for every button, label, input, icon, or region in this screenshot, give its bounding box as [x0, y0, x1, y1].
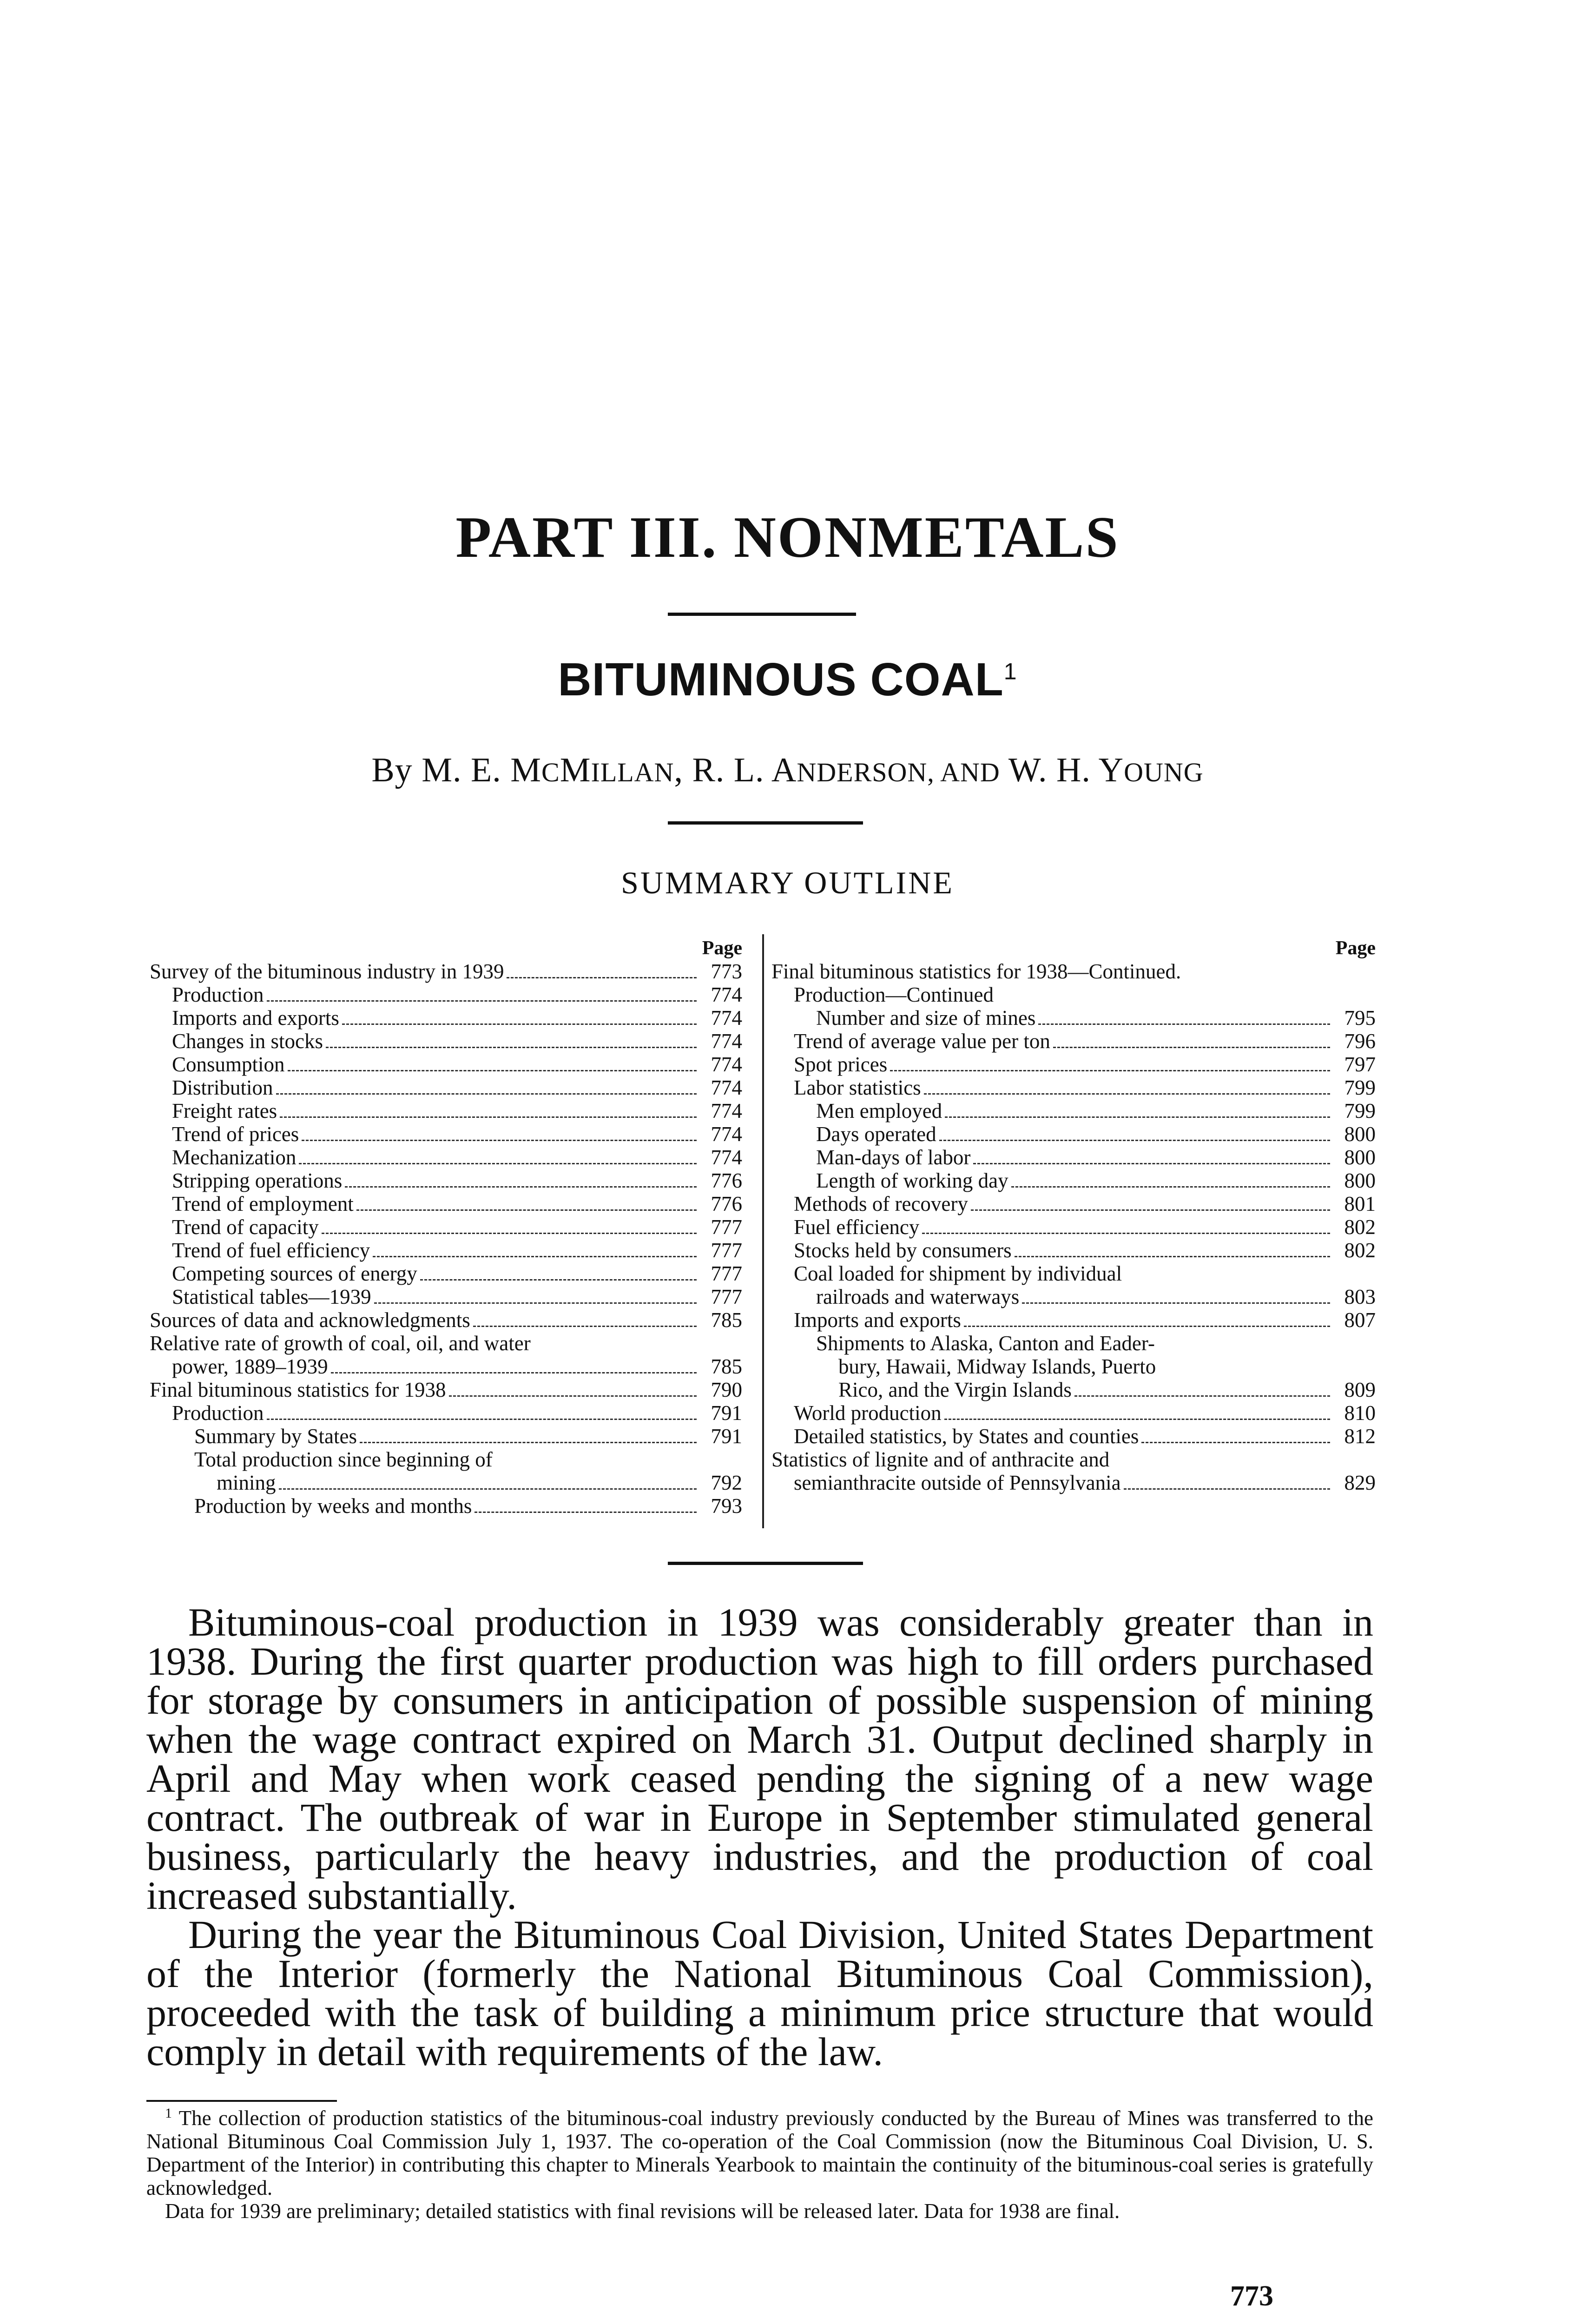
toc-leader-dots [973, 1163, 1330, 1164]
toc-entry-left [150, 1192, 742, 1215]
toc-entry-label: Trend of employment [172, 1192, 354, 1215]
toc-entry-right [771, 1006, 1376, 1030]
toc-entry-label: Imports and exports [172, 1006, 339, 1030]
toc-leader-dots [474, 1512, 697, 1513]
toc-entry-page: 829 [1344, 1471, 1376, 1494]
toc-leader-dots [924, 1093, 1330, 1095]
toc-entry-label: Rico, and the Virgin Islands [838, 1378, 1072, 1401]
toc-entry-label: power, 1889–1939 [172, 1355, 328, 1378]
toc-entry-label: Production—Continued [794, 983, 994, 1006]
toc-entry-label: Length of working day [816, 1169, 1008, 1192]
toc-right-column [771, 937, 1376, 1494]
toc-entry-right [771, 960, 1376, 983]
footnote-2: Data for 1939 are preliminary; detailed statistics with final revisions will be released later. Data for 1938 are final. [165, 2199, 1120, 2223]
toc-entry-right [771, 1053, 1376, 1076]
toc-entry-right [771, 1448, 1376, 1471]
toc-leader-dots [302, 1140, 697, 1141]
toc-entry-right [771, 1215, 1376, 1239]
toc-leader-dots [288, 1070, 697, 1071]
toc-entry-page: 801 [1344, 1192, 1376, 1215]
toc-entry-page: 777 [711, 1215, 742, 1239]
toc-entry-page: 774 [711, 1053, 742, 1076]
toc-leader-dots [890, 1070, 1330, 1071]
body-paragraph-1: Bituminous-coal production in 1939 was considerably greater than in 1938. During the first quarter production was high to fill orders purchased for storage by consumers in anticipation of possible suspension of mining when the wage contract expired on March 31. Output declined sharply in April and May when work ceased pending the signing of a new wage contract. The outbreak of war in Europe in September stimulated general business, particularly the heavy industries, and the production of coal increased substantially. [146, 1600, 1373, 1918]
title-rule-1 [668, 613, 856, 616]
toc-leader-dots [279, 1488, 697, 1490]
toc-leader-dots [331, 1372, 697, 1373]
toc-entry-page: 800 [1344, 1169, 1376, 1192]
toc-entry-right [771, 1401, 1376, 1425]
toc-leader-dots [944, 1419, 1330, 1420]
toc-entry-label: Man-days of labor [816, 1146, 971, 1169]
toc-entry-left [150, 1262, 742, 1285]
toc-entry-right [771, 1285, 1376, 1308]
chapter-title [0, 653, 1575, 706]
toc-entry-page: 776 [711, 1169, 742, 1192]
toc-entry-left [150, 1122, 742, 1146]
toc-entry-page: 799 [1344, 1076, 1376, 1099]
toc-entry-label: Sources of data and acknowledgments [150, 1308, 470, 1332]
author-1-cap: M [560, 751, 591, 789]
toc-entry-left [150, 1308, 742, 1332]
toc-entry-right [771, 1146, 1376, 1169]
toc-entry-label: Competing sources of energy [172, 1262, 417, 1285]
toc-entry-page: 776 [711, 1192, 742, 1215]
toc-leader-dots [473, 1326, 697, 1327]
toc-entry-page: 790 [711, 1378, 742, 1401]
part-title: PART III. NONMETALS [455, 505, 1120, 570]
toc-leader-dots [1053, 1047, 1330, 1048]
toc-leader-dots [373, 1256, 697, 1257]
toc-leader-dots [356, 1209, 697, 1211]
page-number: 773 [1230, 2280, 1273, 2312]
toc-entry-label: Production [172, 983, 264, 1006]
toc-entry-label: Total production since beginning of [194, 1448, 493, 1471]
toc-entry-label: Final bituminous statistics for 1938—Continued. [771, 960, 1181, 983]
toc-leader-dots [1124, 1488, 1330, 1490]
toc-entry-label: Spot prices [794, 1053, 888, 1076]
toc-entry-page: 797 [1344, 1053, 1376, 1076]
toc-leader-dots [922, 1233, 1330, 1234]
toc-entry-page: 800 [1344, 1122, 1376, 1146]
author-3-part: W. H. Y [1000, 751, 1124, 789]
toc-leader-dots [939, 1140, 1330, 1141]
toc-entry-page: 810 [1344, 1401, 1376, 1425]
author-1-sc: C [541, 757, 560, 787]
toc-entry-right [771, 1122, 1376, 1146]
toc-entry-right [771, 1030, 1376, 1053]
toc-entry-right [771, 1239, 1376, 1262]
toc-entry-label: Statistical tables—1939 [172, 1285, 371, 1308]
toc-entry-right [771, 1378, 1376, 1401]
toc-entry-left [150, 1285, 742, 1308]
toc-entry-label: Men employed [816, 1099, 942, 1122]
toc-entry-label: Shipments to Alaska, Canton and Eader- [816, 1332, 1155, 1355]
toc-entry-label: Detailed statistics, by States and counties [794, 1425, 1139, 1448]
title-rule-2 [668, 821, 863, 825]
toc-leader-dots [345, 1186, 697, 1188]
toc-entry-label: Production [172, 1401, 264, 1425]
toc-page-header-left: Page [702, 938, 742, 959]
toc-leader-dots [971, 1209, 1330, 1211]
toc-entry-label: Methods of recovery [794, 1192, 968, 1215]
toc-leader-dots [1022, 1302, 1330, 1304]
toc-entry-left [150, 1378, 742, 1401]
toc-entry-left [150, 1355, 742, 1378]
toc-page-header-right: Page [1335, 938, 1376, 959]
toc-entry-label: World production [794, 1401, 942, 1425]
toc-entry-label: Labor statistics [794, 1076, 921, 1099]
author-3-sc: OUNG [1124, 757, 1204, 787]
toc-leader-dots [945, 1116, 1330, 1118]
toc-leader-dots [374, 1302, 697, 1304]
toc-entry-page: 791 [711, 1425, 742, 1448]
toc-leader-dots [507, 977, 697, 978]
toc-entry-right [771, 1355, 1376, 1378]
author-1-part: M. E. M [422, 751, 541, 789]
title-footnote-mark: 1 [1003, 658, 1017, 685]
toc-entry-page: 774 [711, 1006, 742, 1030]
toc-entry-left [150, 1332, 742, 1355]
toc-entry-label: Days operated [816, 1122, 936, 1146]
footnote-1-text: The collection of production statistics of the bituminous-coal industry previously conducted by the Bureau of Mines was transferred to the National Bituminous Coal Commission July 1, 1937. The co-operation of the Coal Commission (now the Bituminous Coal Division, U. S. Department of the Interior) in contributing this chapter to Minerals Yearbook to maintain the continuity of the bituminous-coal series is gratefully acknowledged. [146, 2106, 1373, 2199]
body-text [146, 1600, 1373, 2074]
toc-leader-dots [326, 1047, 697, 1048]
toc-entry-label: Statistics of lignite and of anthracite and [771, 1448, 1110, 1471]
toc-entry-right [771, 983, 1376, 1006]
toc-entry-label: Coal loaded for shipment by individual [794, 1262, 1122, 1285]
toc-entry-label: Mechanization [172, 1146, 297, 1169]
toc-entry-left [150, 983, 742, 1006]
footnotes [146, 2102, 1373, 2223]
toc-entry-label: Imports and exports [794, 1308, 961, 1332]
toc-entry-right [771, 1192, 1376, 1215]
toc-entry-page: 774 [711, 983, 742, 1006]
toc-entry-right [771, 1425, 1376, 1448]
toc-leader-dots [1015, 1256, 1330, 1257]
footnote-1 [146, 2102, 1373, 2199]
toc-entry-page: 807 [1344, 1308, 1376, 1332]
toc-entry-page: 774 [711, 1030, 742, 1053]
author-2-part: , R. L. A [674, 751, 797, 789]
toc-entry-label: Trend of capacity [172, 1215, 319, 1239]
toc-entry-page: 802 [1344, 1215, 1376, 1239]
toc-entry-left [150, 960, 742, 983]
toc-leader-dots [1141, 1442, 1330, 1443]
author-1-sc2: ILLAN [591, 757, 674, 787]
toc-entry-right [771, 1169, 1376, 1192]
toc-entry-right [771, 1332, 1376, 1355]
toc-entry-right [771, 1471, 1376, 1494]
toc-entry-label: Trend of prices [172, 1122, 299, 1146]
toc-entry-page: 777 [711, 1239, 742, 1262]
toc-entry-page: 774 [711, 1099, 742, 1122]
toc-entry-label: Stocks held by consumers [794, 1239, 1012, 1262]
toc-entry-label: Production by weeks and months [194, 1494, 472, 1518]
toc-entry-page: 792 [711, 1471, 742, 1494]
toc-entry-label: Distribution [172, 1076, 273, 1099]
toc-leader-dots [267, 1419, 697, 1420]
body-paragraph-2: During the year the Bituminous Coal Division, United States Department of the Interior (formerly the National Bituminous Coal Commission), proceeded with the task of building a minimum price structure that would comply in detail with requirements of the law. [146, 1912, 1373, 2074]
toc-entry-label: Final bituminous statistics for 1938 [150, 1378, 446, 1401]
toc-entry-label: bury, Hawaii, Midway Islands, Puerto [838, 1355, 1156, 1378]
toc-entry-label: Changes in stocks [172, 1030, 323, 1053]
toc-entry-label: Trend of average value per ton [794, 1030, 1050, 1053]
toc-entry-page: 803 [1344, 1285, 1376, 1308]
toc-entry-left [150, 1030, 742, 1053]
toc-entry-label: semianthracite outside of Pennsylvania [794, 1471, 1121, 1494]
toc-entry-label: Number and size of mines [816, 1006, 1036, 1030]
footnote-1-mark: 1 [165, 2106, 172, 2121]
toc-entry-label: Relative rate of growth of coal, oil, and water [150, 1332, 531, 1355]
authors-line [0, 751, 1575, 790]
toc-left-column [150, 937, 742, 1518]
toc-entry-page: 800 [1344, 1146, 1376, 1169]
toc-entry-page: 777 [711, 1262, 742, 1285]
toc-entry-page: 774 [711, 1146, 742, 1169]
toc-entry-left [150, 1099, 742, 1122]
toc-right-rows [771, 960, 1376, 1494]
toc-entry-label: Fuel efficiency [794, 1215, 920, 1239]
toc-entry-left [150, 1425, 742, 1448]
toc-entry-left [150, 1076, 742, 1099]
toc-entry-right [771, 1076, 1376, 1099]
toc-entry-left [150, 1169, 742, 1192]
toc-entry-right [771, 1262, 1376, 1285]
toc-leader-dots [267, 1000, 697, 1002]
toc-entry-page: 812 [1344, 1425, 1376, 1448]
toc-entry-label: Freight rates [172, 1099, 277, 1122]
toc-entry-page: 774 [711, 1076, 742, 1099]
toc-entry-page: 774 [711, 1122, 742, 1146]
toc-entry-left [150, 1471, 742, 1494]
toc-entry-left [150, 1146, 742, 1169]
toc-left-rows [150, 960, 742, 1518]
toc-entry-label: railroads and waterways [816, 1285, 1020, 1308]
toc-leader-dots [420, 1279, 697, 1281]
toc-entry-right [771, 1099, 1376, 1122]
toc-entry-page: 791 [711, 1401, 742, 1425]
toc-entry-label: Consumption [172, 1053, 285, 1076]
toc-entry-page: 802 [1344, 1239, 1376, 1262]
toc-entry-left [150, 1215, 742, 1239]
toc-leader-dots [449, 1395, 697, 1397]
toc-leader-dots [964, 1326, 1330, 1327]
toc-entry-left [150, 1448, 742, 1471]
toc-entry-left [150, 1239, 742, 1262]
toc-entry-label: mining [217, 1471, 276, 1494]
toc-leader-dots [342, 1023, 697, 1025]
toc-leader-dots [1011, 1186, 1330, 1188]
toc-entry-right [771, 1308, 1376, 1332]
toc-entry-left [150, 1401, 742, 1425]
toc-leader-dots [280, 1116, 697, 1118]
toc-divider [762, 934, 764, 1528]
toc-entry-page: 777 [711, 1285, 742, 1308]
toc-leader-dots [276, 1093, 697, 1095]
toc-entry-left [150, 1006, 742, 1030]
toc-entry-page: 785 [711, 1308, 742, 1332]
toc-leader-dots [299, 1163, 697, 1164]
toc-entry-page: 793 [711, 1494, 742, 1518]
toc-end-rule [668, 1562, 863, 1565]
toc-entry-label: Stripping operations [172, 1169, 343, 1192]
toc-entry-label: Survey of the bituminous industry in 1939 [150, 960, 504, 983]
toc-entry-page: 796 [1344, 1030, 1376, 1053]
author-2-sc: NDERSON [797, 757, 928, 787]
toc-entry-left [150, 1494, 742, 1518]
toc-entry-page: 809 [1344, 1378, 1376, 1401]
toc-entry-label: Trend of fuel efficiency [172, 1239, 370, 1262]
toc-entry-left [150, 1053, 742, 1076]
toc-leader-dots [360, 1442, 697, 1443]
summary-outline-heading: SUMMARY OUTLINE [621, 865, 954, 900]
toc-entry-page: 773 [711, 960, 742, 983]
toc-entry-label: Summary by States [194, 1425, 357, 1448]
chapter-title-text: BITUMINOUS COAL [558, 654, 1004, 706]
toc-leader-dots [322, 1233, 697, 1234]
authors-by: By [371, 751, 413, 789]
toc-entry-page: 795 [1344, 1006, 1376, 1030]
toc-leader-dots [1038, 1023, 1330, 1025]
toc-leader-dots [1074, 1395, 1330, 1397]
authors-and: , AND [927, 757, 1000, 787]
toc-entry-page: 785 [711, 1355, 742, 1378]
toc-entry-page: 799 [1344, 1099, 1376, 1122]
